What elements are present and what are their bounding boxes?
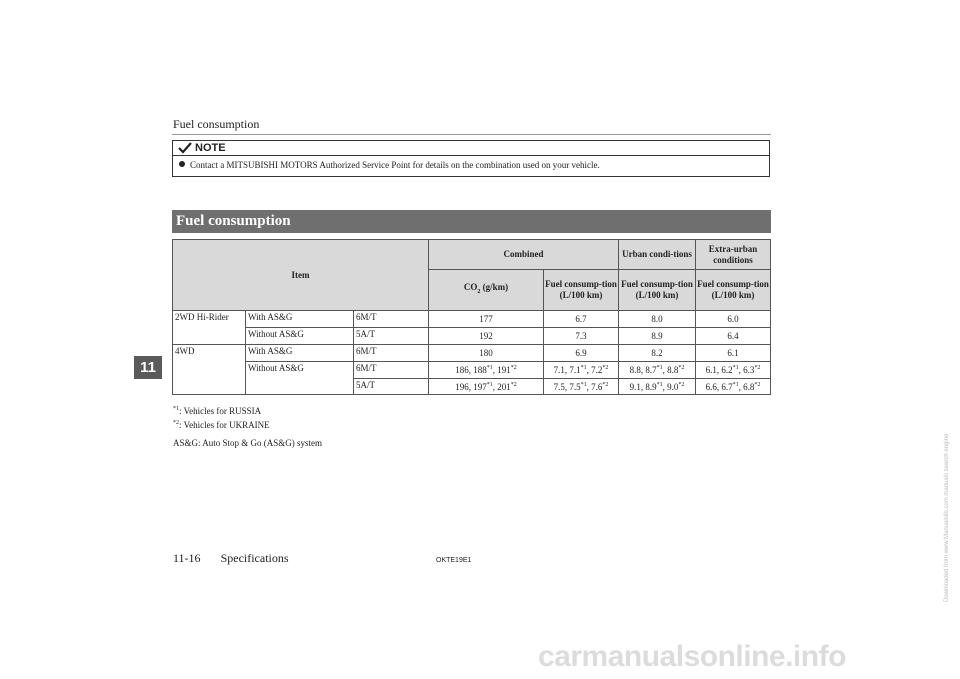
note-box <box>172 140 770 177</box>
co2-header: $CO_2$ (g/km) <box>429 270 544 311</box>
transmission-cell: 6M/T <box>354 311 429 328</box>
urban-cell: 9.1, 8.9$^{*1}$, 9.0$^{*2}$ <box>619 379 696 395</box>
co2-cell: 186, 188$^{*1}$, 191$^{*2}$ <box>429 362 544 379</box>
fuel-consumption-table <box>172 239 771 395</box>
urban-cell: 8.8, 8.7$^{*1}$, 8.8$^{*2}$ <box>619 362 696 379</box>
extra-urban-header: Extra-urban conditions <box>696 240 771 270</box>
combined-cell: 7.5, 7.5$^{*1}$, 7.6$^{*2}$ <box>544 379 619 395</box>
urban-header: Urban condi-tions <box>619 240 696 270</box>
asg-definition: AS&G: Auto Stop & Go (AS&G) system <box>173 438 323 448</box>
table-row <box>173 362 771 379</box>
extra-urban-cell: 6.1, 6.2$^{*1}$, 6.3$^{*2}$ <box>696 362 771 379</box>
item-header: Item <box>173 240 429 311</box>
running-title: Fuel consumption <box>173 117 260 131</box>
combined-cell: 7.3 <box>544 328 619 345</box>
model-cell: 4WD <box>173 345 246 362</box>
transmission-cell: 5A/T <box>354 379 429 395</box>
table-row <box>173 379 771 395</box>
table-row <box>173 328 771 345</box>
transmission-cell: 5A/T <box>354 328 429 345</box>
fuel-urban-header: Fuel consump-tion (L/100 km) <box>619 270 696 311</box>
watermark: carmanualsonline.info <box>538 640 846 673</box>
note-title: NOTE <box>195 142 226 154</box>
page-footer <box>173 551 309 566</box>
variant-cell: With AS&G <box>246 345 354 362</box>
table-row <box>173 311 771 328</box>
transmission-cell: 6M/T <box>354 362 429 379</box>
combined-header: Combined <box>429 240 619 270</box>
footnote-1: $^{*1}$: Vehicles for RUSSIA <box>173 406 262 416</box>
extra-urban-cell: 6.4 <box>696 328 771 345</box>
section-title: Fuel consumption <box>176 213 291 229</box>
combined-cell: 6.7 <box>544 311 619 328</box>
page-number: 11-16 <box>173 551 201 565</box>
combined-cell: 7.1, 7.1$^{*1}$, 7.2$^{*2}$ <box>544 362 619 379</box>
urban-cell: 8.2 <box>619 345 696 362</box>
extra-urban-cell: 6.0 <box>696 311 771 328</box>
bullet-icon <box>179 161 185 167</box>
co2-cell: 177 <box>429 311 544 328</box>
section-heading-bar <box>172 210 771 233</box>
fuel-extra-header: Fuel consump-tion (L/100 km) <box>696 270 771 311</box>
check-mark-icon <box>178 142 192 154</box>
header-rule <box>172 134 771 135</box>
model-cell <box>173 328 246 345</box>
footnote-2: $^{*2}$: Vehicles for UKRAINE <box>173 420 270 430</box>
note-item <box>179 158 600 172</box>
co2-cell: 180 <box>429 345 544 362</box>
urban-cell: 8.0 <box>619 311 696 328</box>
note-text: Contact a MITSUBISHI MOTORS Authorized Service Point for details on the combination used on your vehicle. <box>190 160 600 170</box>
urban-cell: 8.9 <box>619 328 696 345</box>
variant-cell: Without AS&G <box>246 328 354 345</box>
co2-cell: 196, 197$^{*1}$, 201$^{*2}$ <box>429 379 544 395</box>
chapter-name: Specifications <box>220 551 289 565</box>
transmission-cell: 6M/T <box>354 345 429 362</box>
model-cell: 2WD Hi-Rider <box>173 311 246 328</box>
variant-cell: Without AS&G <box>246 362 354 379</box>
extra-urban-cell: 6.1 <box>696 345 771 362</box>
variant-cell: With AS&G <box>246 311 354 328</box>
model-cell <box>173 379 246 395</box>
combined-cell: 6.9 <box>544 345 619 362</box>
model-cell <box>173 362 246 379</box>
variant-cell <box>246 379 354 395</box>
fuel-combined-header: Fuel consump-tion (L/100 km) <box>544 270 619 311</box>
chapter-tab: 11 <box>134 356 162 379</box>
extra-urban-cell: 6.6, 6.7$^{*1}$, 6.8$^{*2}$ <box>696 379 771 395</box>
table-row <box>173 345 771 362</box>
note-header <box>173 141 769 156</box>
side-watermark: Downloaded from www.Manualslib.com manuals search engine <box>944 433 950 602</box>
document-code: OKTE19E1 <box>436 557 472 564</box>
co2-cell: 192 <box>429 328 544 345</box>
